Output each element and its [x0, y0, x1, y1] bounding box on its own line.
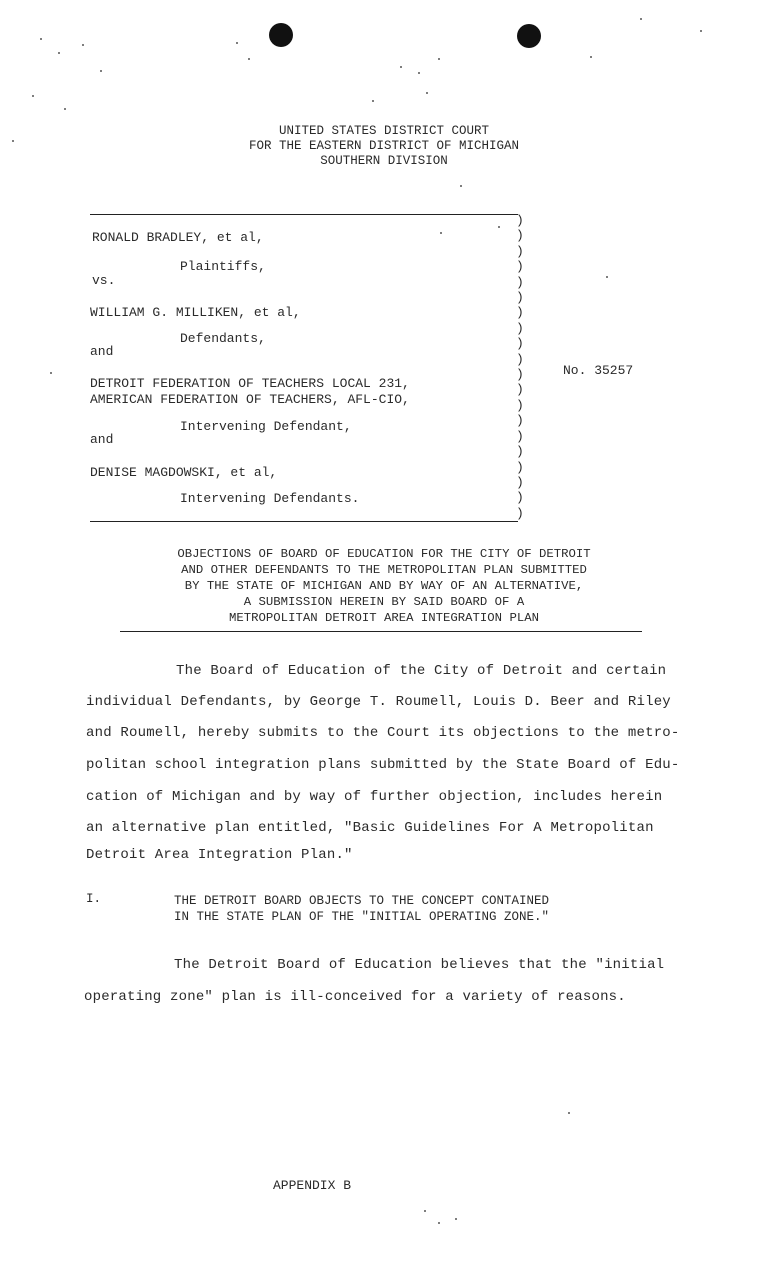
intervenor-name-line2: AMERICAN FEDERATION OF TEACHERS, AFL-CIO, — [90, 392, 410, 407]
court-name: UNITED STATES DISTRICT COURT — [278, 124, 490, 138]
paragraph1-line4: politan school integration plans submitted by the State Board of Edu- — [86, 757, 680, 773]
caption-paren-column: ) ) ) ) ) ) ) ) ) ) ) ) ) ) ) ) ) ) ) ) — [516, 213, 524, 521]
appendix-label: APPENDIX B — [273, 1178, 352, 1193]
court-division: SOUTHERN DIVISION — [320, 154, 448, 168]
caption-bottom-rule — [90, 521, 518, 522]
intervenors-role: Intervening Defendants. — [180, 491, 360, 506]
and-label-1: and — [90, 344, 114, 359]
caption-top-rule — [90, 214, 518, 215]
paragraph1-line1: The Board of Education of the City of Detroit and certain — [176, 663, 667, 679]
case-number: No. 35257 — [563, 363, 634, 378]
paragraph1-line5: cation of Michigan and by way of further objection, includes herein — [86, 789, 663, 805]
section-heading-line1: THE DETROIT BOARD OBJECTS TO THE CONCEPT CONTAINED — [174, 894, 550, 908]
intervenor-role: Intervening Defendant, — [180, 419, 352, 434]
punch-hole-right — [517, 24, 541, 48]
objection-title-line4: A SUBMISSION HEREIN BY SAID BOARD OF A — [243, 595, 525, 609]
defendant-name: WILLIAM G. MILLIKEN, et al, — [90, 305, 301, 320]
defendant-role: Defendants, — [180, 331, 266, 346]
plaintiff-role: Plaintiffs, — [180, 259, 266, 274]
paragraph1-line3: and Roumell, hereby submits to the Court its objections to the metro- — [86, 725, 680, 741]
punch-hole-left — [269, 23, 293, 47]
and-label-2: and — [90, 432, 114, 447]
plaintiff-name: RONALD BRADLEY, et al, — [92, 230, 264, 245]
court-district: FOR THE EASTERN DISTRICT OF MICHIGAN — [248, 139, 520, 153]
objection-title-rule — [120, 631, 642, 632]
intervenors-name: DENISE MAGDOWSKI, et al, — [90, 465, 278, 480]
paragraph1-line2: individual Defendants, by George T. Roumell, Louis D. Beer and Riley — [86, 694, 671, 710]
objection-title-line1: OBJECTIONS OF BOARD OF EDUCATION FOR THE CITY OF DETROIT — [177, 547, 591, 561]
objection-title-line2: AND OTHER DEFENDANTS TO THE METROPOLITAN PLAN SUBMITTED — [181, 563, 587, 577]
paragraph1-line6: an alternative plan entitled, "Basic Guidelines For A Metropolitan — [86, 820, 654, 836]
section-numeral: I. — [86, 892, 102, 906]
paragraph2-line1: The Detroit Board of Education believes that the "initial — [174, 957, 665, 973]
paragraph2-line2: operating zone" plan is ill-conceived for a variety of reasons. — [84, 989, 626, 1005]
paragraph1-line7: Detroit Area Integration Plan." — [86, 847, 353, 863]
objection-title-line5: METROPOLITAN DETROIT AREA INTEGRATION PLAN — [229, 611, 539, 625]
section-heading-line2: IN THE STATE PLAN OF THE "INITIAL OPERATING ZONE." — [174, 910, 550, 924]
objection-title-line3: BY THE STATE OF MICHIGAN AND BY WAY OF AN ALTERNATIVE, — [184, 579, 584, 593]
versus-label: vs. — [92, 273, 116, 288]
intervenor-name-line1: DETROIT FEDERATION OF TEACHERS LOCAL 231, — [90, 376, 410, 391]
